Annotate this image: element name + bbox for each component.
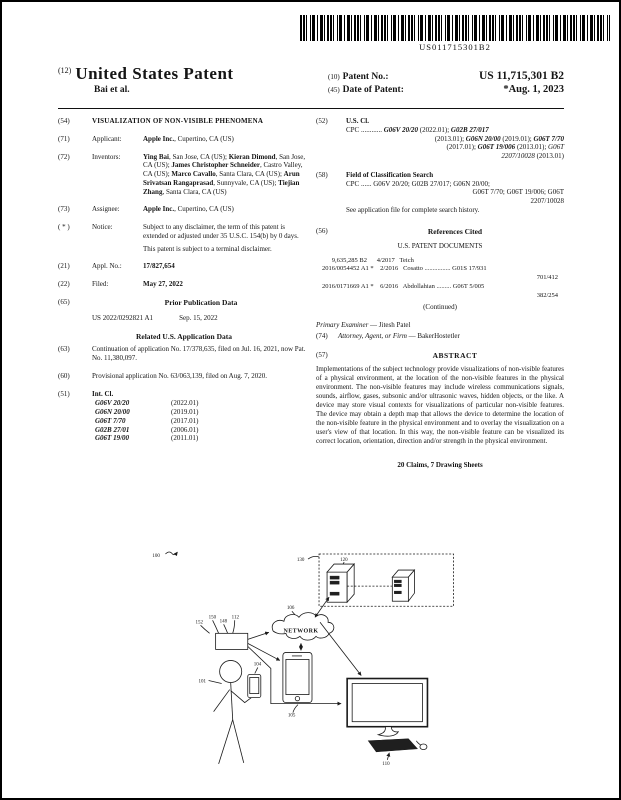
class-code: G06V 20/20 — [95, 399, 130, 408]
inventors-label: Inventors: — [92, 152, 121, 161]
section-us-cl — [316, 117, 564, 161]
section-references — [316, 227, 564, 236]
publication-line — [92, 314, 310, 323]
servers-box-label: 130 — [296, 558, 305, 564]
field-code-60: (60) — [58, 371, 70, 380]
field-code-58: (58) — [316, 170, 328, 179]
phone-label: 105 — [287, 713, 296, 719]
header-right — [328, 70, 564, 97]
server-icon — [327, 564, 354, 602]
right-column — [316, 117, 564, 469]
patent-no-label: Patent No.: — [342, 72, 389, 82]
figure-drawing — [140, 548, 482, 800]
figure-ref-label: 100 — [152, 554, 160, 560]
continued-note: (Continued) — [423, 303, 457, 312]
publication-number: US 2022/0292821 A1 — [92, 314, 154, 323]
reference-line: 9,635,285 B2 4/2017 Teich — [322, 256, 414, 264]
section-continuation — [58, 345, 310, 363]
field-search-label: Field of Classification Search — [346, 170, 434, 179]
appl-no-label: Appl. No.: — [92, 262, 122, 271]
person-leader — [209, 681, 222, 684]
servers-box-leader — [308, 556, 319, 559]
field-search-line: G06T 7/70; G06T 19/006; G06T — [472, 188, 564, 197]
section-notice — [58, 223, 310, 253]
device-sub-label: 148 — [219, 619, 228, 625]
int-cl-row — [95, 408, 310, 417]
us-patent-docs-heading: U.S. PATENT DOCUMENTS — [397, 241, 483, 250]
int-cl-row — [95, 434, 310, 443]
class-year: (2006.01) — [171, 425, 199, 434]
reference-line: 2016/0171669 A1 * 6/2016 Abdollahian ......... G06T 5/005 — [322, 282, 485, 290]
network-text: NETWORK — [283, 628, 319, 635]
handheld-device-icon — [248, 675, 261, 698]
handheld-leader — [255, 667, 258, 673]
section-field-search — [316, 171, 564, 215]
header-divider — [58, 108, 564, 109]
section-filed — [58, 280, 310, 289]
field-search-note: See application file for complete search history. — [346, 205, 480, 214]
barcode-image — [300, 15, 610, 41]
field-search-line: 2207/10028 — [530, 197, 564, 205]
attorney-line: Attorney, Agent, or Firm — BakerHostetler — [338, 331, 460, 340]
int-cl-row — [95, 399, 310, 408]
provisional-text: Provisional application No. 63/063,139, filed on Aug. 7, 2020. — [92, 371, 267, 380]
section-attorney — [316, 332, 564, 341]
handheld-label: 104 — [253, 662, 262, 668]
field-search-body — [346, 171, 564, 215]
barcode — [300, 15, 610, 52]
page-title: United States Patent — [75, 64, 234, 83]
section-appl-no — [58, 262, 310, 271]
field-search-line: CPC ...... G06V 20/20; G02B 27/017; G06N 20/00; — [346, 179, 490, 188]
smartphone-icon — [283, 652, 312, 702]
sensor-device-box — [216, 633, 248, 649]
desktop-label: 110 — [382, 761, 390, 767]
person-label: 101 — [198, 679, 207, 685]
inventors-value: Ying Bai, San Jose, CA (US); Kieran Dimond, San Jose, CA (US); James Christopher Schneider, Castro Valley, CA (US); Marco Cavallo, Santa Clara, CA (US); Arun Srivatsan Rangaprasad, Sunnyvale, CA (US); Tiejian Zhang, Santa Clara, CA (US) — [143, 152, 306, 196]
date-value: *Aug. 1, 2023 — [503, 84, 564, 95]
field-code-72: (72) — [58, 152, 70, 161]
mouse-icon — [416, 741, 427, 750]
applicant-value: Apple Inc., Cupertino, CA (US) — [143, 134, 234, 143]
section-assignee — [58, 205, 310, 214]
section-title — [58, 117, 310, 126]
left-column — [58, 117, 310, 443]
field-code-65: (65) — [58, 297, 70, 306]
stick-person-figure — [214, 660, 253, 763]
doc-kind-code: (12) — [58, 66, 72, 75]
appl-no-value: 17/827,654 — [143, 262, 175, 271]
invention-title: VISUALIZATION OF NON-VISIBLE PHENOMENA — [92, 117, 264, 125]
assignee-value: Apple Inc., Cupertino, CA (US) — [143, 205, 234, 214]
desktop-leader — [387, 753, 389, 760]
cpc-line: (2017.01); G06T 19/006 (2013.01); G06T — [446, 143, 564, 152]
device-sub-label: 112 — [231, 615, 240, 621]
table-row — [322, 257, 564, 266]
us-cl-body — [346, 117, 564, 161]
server-icon — [392, 570, 414, 601]
us-cl-label: U.S. Cl. — [346, 117, 369, 125]
cpc-line: CPC ............ G06V 20/20 (2022.01); G02B 27/017 — [346, 125, 489, 134]
device-sub-label: 152 — [195, 620, 204, 626]
class-year: (2011.01) — [171, 434, 199, 443]
device-sub-leader — [233, 620, 235, 633]
field-code-71: (71) — [58, 134, 70, 143]
continuation-text: Continuation of application No. 17/378,635, filed on Jul. 16, 2021, now Pat. No. 11,380,097. — [92, 345, 306, 362]
field-code-56: (56) — [316, 226, 328, 235]
claims-line: 20 Claims, 7 Drawing Sheets — [397, 460, 483, 469]
section-prior-publication — [58, 298, 310, 311]
int-cl-row — [95, 426, 310, 435]
reference-line: 2016/0054452 A1 * 2/2016 Cosatto ................ G01S 17/931 — [322, 265, 487, 273]
assignee-label: Assignee: — [92, 205, 120, 214]
class-year: (2022.01) — [171, 399, 199, 408]
prior-publication-heading: Prior Publication Data — [164, 297, 238, 307]
date-code: (45) — [328, 86, 340, 94]
keyboard-icon — [368, 739, 417, 752]
box-to-network-arrow — [248, 632, 269, 639]
monitor-icon — [347, 679, 427, 737]
first-named-inventor: Bai et al. — [94, 85, 130, 95]
cpc-line: 2207/10028 (2013.01) — [501, 152, 564, 160]
int-cl-row — [95, 417, 310, 426]
device-sub-label: 150 — [208, 615, 217, 621]
abstract-heading: ABSTRACT — [432, 350, 478, 360]
applicant-label: Applicant: — [92, 134, 122, 143]
references-heading: References Cited — [427, 226, 483, 236]
references-table — [322, 257, 564, 301]
field-code-73: (73) — [58, 205, 70, 214]
notice-label: Notice: — [92, 223, 113, 231]
table-row — [322, 283, 564, 301]
patent-no-code: (10) — [328, 73, 340, 81]
patent-date-row — [328, 84, 564, 95]
device-sub-leader — [224, 624, 228, 633]
int-cl-label: Int. Cl. — [92, 389, 114, 398]
field-code-57: (57) — [316, 350, 328, 359]
barcode-number: US011715301B2 — [419, 42, 491, 52]
class-code: G06T 19/00 — [95, 434, 130, 443]
field-code-63: (63) — [58, 345, 70, 354]
reference-continuation: 701/412 — [536, 274, 558, 282]
primary-examiner-line: Primary Examiner — Jitesh Patel — [316, 321, 411, 330]
device-sub-leader — [213, 620, 219, 633]
class-year: (2017.01) — [171, 416, 199, 425]
table-row — [322, 265, 564, 283]
publication-date: Sep. 15, 2022 — [179, 314, 218, 323]
section-provisional — [58, 372, 310, 381]
field-code-52: (52) — [316, 117, 328, 125]
class-code: G06N 20/00 — [95, 408, 130, 416]
class-code: G06T 7/70 — [95, 416, 126, 425]
section-inventors — [58, 153, 310, 197]
box-to-phone-arrow — [248, 643, 280, 660]
related-app-heading: Related U.S. Application Data — [135, 331, 233, 341]
field-code-22: (22) — [58, 280, 70, 288]
device-sub-leader — [201, 625, 210, 633]
phone-leader — [293, 705, 298, 713]
reference-continuation: 382/254 — [536, 291, 558, 299]
cpc-line: (2013.01); G06N 20/00 (2019.01); G06T 7/70 — [434, 134, 564, 143]
section-applicant — [58, 135, 310, 144]
notice-body — [143, 223, 310, 253]
filed-value: May 27, 2022 — [143, 280, 183, 288]
field-code-21: (21) — [58, 262, 70, 271]
field-code-74: (74) — [316, 331, 328, 340]
class-code: G02B 27/01 — [95, 425, 130, 434]
notice-paragraph-1: Subject to any disclaimer, the term of this patent is extended or adjusted under 35 U.S.C. 154(b) by 0 days. — [143, 223, 299, 240]
server-label: 120 — [340, 558, 348, 564]
class-year: (2019.01) — [171, 408, 199, 416]
abstract-text: Implementations of the subject technology provide visualizations of non-visible features of a physical environment, at the location of the non-visible features in the physical environment. The non-visible features may include wireless communications signals, sounds, airflow, gases, subsonic and/or ultrasonic waves, hidden objects, or the like. A device may store visual contexts for visualizations of particular non-visible features. The device may obtain a depth map that allows the device to determine the location of the non-visible feature in the physical environment and to overlay the visualization on a user's view of that location. In this way, the non-visible feature can be visualized its correct location, orientation, direction and/or strength in the physical environment. — [316, 365, 564, 445]
patent-number-row — [328, 70, 564, 82]
figure-ref-arrow — [165, 552, 177, 555]
network-label-number: 106 — [286, 606, 295, 612]
abstract-header — [316, 351, 564, 360]
field-code-51: (51) — [58, 389, 70, 398]
network-cloud — [272, 613, 334, 640]
network-to-monitor-arrow — [320, 622, 361, 675]
patent-no-value: US 11,715,301 B2 — [479, 70, 564, 82]
field-code-54: (54) — [58, 117, 70, 125]
date-label: Date of Patent: — [342, 85, 404, 95]
notice-paragraph-2: This patent is subject to a terminal disclaimer. — [143, 244, 272, 253]
header — [58, 64, 564, 95]
section-int-cl — [58, 390, 310, 399]
filed-label: Filed: — [92, 280, 109, 288]
field-code-notice: ( * ) — [58, 223, 70, 231]
